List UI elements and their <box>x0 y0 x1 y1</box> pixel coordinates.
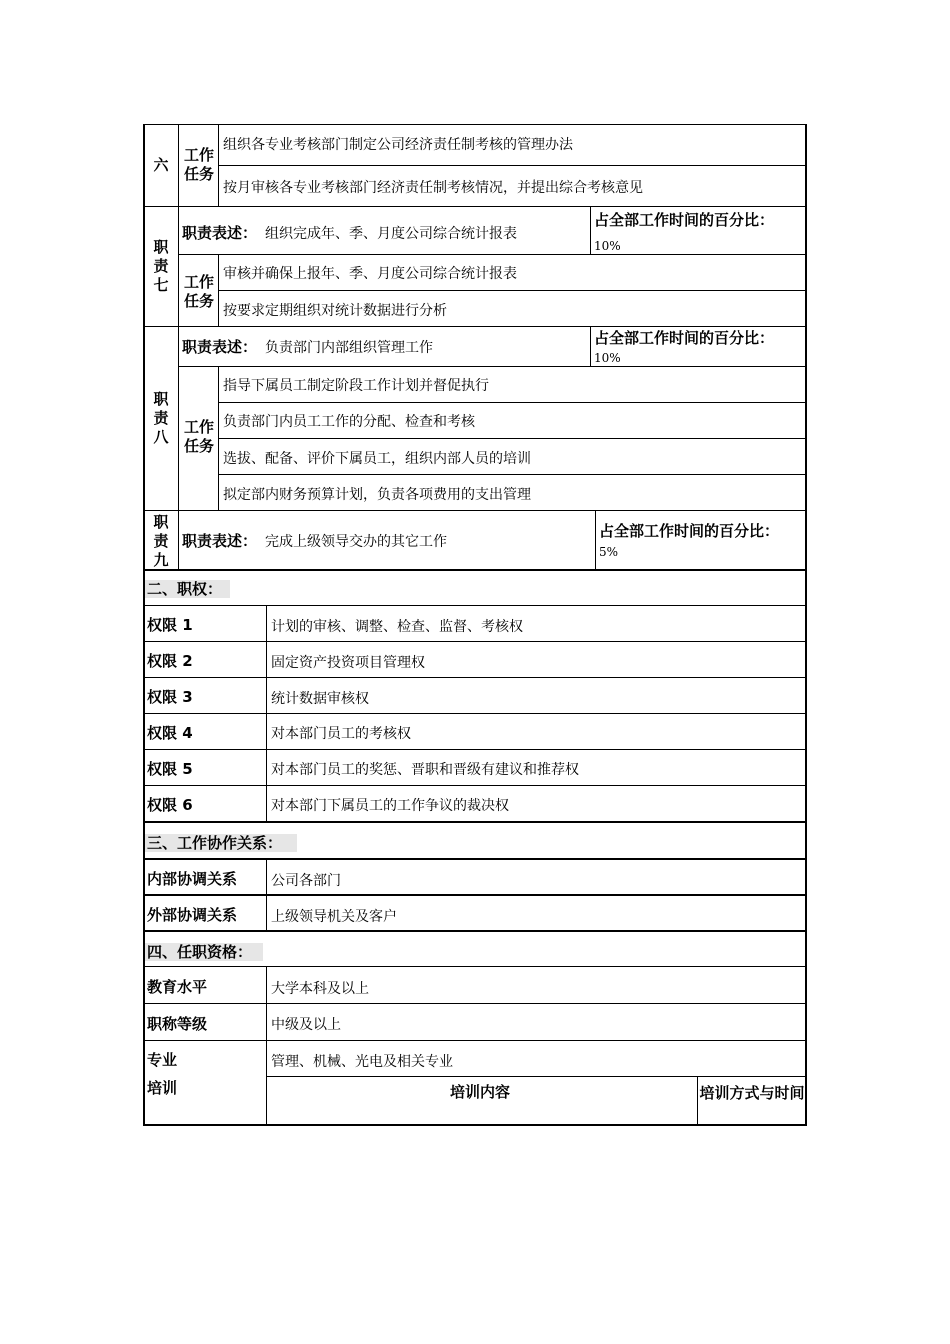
duty9-label: 职责九 <box>153 513 169 569</box>
cooperation-value-internal: 公司各部门 <box>271 873 341 889</box>
duty6-task-2: 按月审核各专业考核部门经济责任制考核情况，并提出综合考核意见 <box>223 180 643 196</box>
authority-label-5: 权限 5 <box>147 760 193 778</box>
duty9-desc: 完成上级领导交办的其它工作 <box>265 534 447 550</box>
authority-heading: 二、职权： <box>147 580 223 598</box>
cooperation-heading: 三、工作协作关系： <box>147 834 283 852</box>
duty8-tasks-label: 工作任务 <box>183 418 214 455</box>
authority-value-2: 固定资产投资项目管理权 <box>271 655 425 671</box>
authority-label-3: 权限 3 <box>147 688 193 706</box>
duty8-desc-label: 职责表述： <box>182 338 258 356</box>
cooperation-label-internal: 内部协调关系 <box>147 870 238 888</box>
cooperation-value-external: 上级领导机关及客户 <box>271 909 397 925</box>
duty9-percent: 5% <box>599 545 619 559</box>
duty7-task-2: 按要求定期组织对统计数据进行分析 <box>223 303 447 319</box>
duty9-percent-label: 占全部工作时间的百分比： <box>599 522 780 540</box>
duty8-task-3: 选拔、配备、评价下属员工，组织内部人员的培训 <box>223 451 531 467</box>
authority-value-1: 计划的审核、调整、检查、监督、考核权 <box>271 619 523 635</box>
qualification-value-education: 大学本科及以上 <box>271 981 369 997</box>
qualification-label-education: 教育水平 <box>147 978 208 996</box>
qualification-value-title: 中级及以上 <box>271 1017 341 1033</box>
duty8-percent-label: 占全部工作时间的百分比： <box>594 329 775 347</box>
duty6-tasks-label: 工作任务 <box>183 146 214 183</box>
duty8-label: 职责八 <box>153 390 169 446</box>
duty7-label: 职责七 <box>153 238 169 294</box>
training-content-header: 培训内容 <box>450 1083 511 1101</box>
qualification-value-major: 管理、机械、光电及相关专业 <box>271 1054 453 1070</box>
qualification-label-major: 专业 <box>147 1051 178 1069</box>
authority-label-1: 权限 1 <box>147 616 193 634</box>
training-method-header: 培训方式与时间 <box>699 1084 805 1102</box>
duty7-desc: 组织完成年、季、月度公司综合统计报表 <box>265 226 517 242</box>
duty8-task-1: 指导下属员工制定阶段工作计划并督促执行 <box>223 378 489 394</box>
qualification-heading: 四、任职资格： <box>147 943 253 961</box>
duty9-desc-label: 职责表述： <box>182 532 258 550</box>
cooperation-label-external: 外部协调关系 <box>147 906 238 924</box>
duty8-task-4: 拟定部内财务预算计划，负责各项费用的支出管理 <box>223 487 531 503</box>
duty7-tasks-label: 工作任务 <box>183 273 214 310</box>
duty8-percent: 10% <box>594 351 621 365</box>
authority-label-6: 权限 6 <box>147 796 193 814</box>
duty8-task-2: 负责部门内员工工作的分配、检查和考核 <box>223 414 475 430</box>
authority-value-3: 统计数据审核权 <box>271 691 369 707</box>
authority-label-4: 权限 4 <box>147 724 193 742</box>
duty6-task-1: 组织各专业考核部门制定公司经济责任制考核的管理办法 <box>223 137 573 153</box>
qualification-label-title: 职称等级 <box>147 1015 208 1033</box>
training-label: 培训 <box>147 1079 178 1097</box>
authority-label-2: 权限 2 <box>147 652 193 670</box>
duty7-percent-label: 占全部工作时间的百分比： <box>594 211 775 229</box>
duty6-number: 六 <box>153 156 169 174</box>
duty7-percent: 10% <box>594 239 621 253</box>
duty7-desc-label: 职责表述： <box>182 224 258 242</box>
authority-value-4: 对本部门员工的考核权 <box>271 726 411 742</box>
authority-value-5: 对本部门员工的奖惩、晋职和晋级有建议和推荐权 <box>271 762 579 778</box>
duty8-desc: 负责部门内部组织管理工作 <box>265 340 433 356</box>
authority-value-6: 对本部门下属员工的工作争议的裁决权 <box>271 798 509 814</box>
duty7-task-1: 审核并确保上报年、季、月度公司综合统计报表 <box>223 266 517 282</box>
